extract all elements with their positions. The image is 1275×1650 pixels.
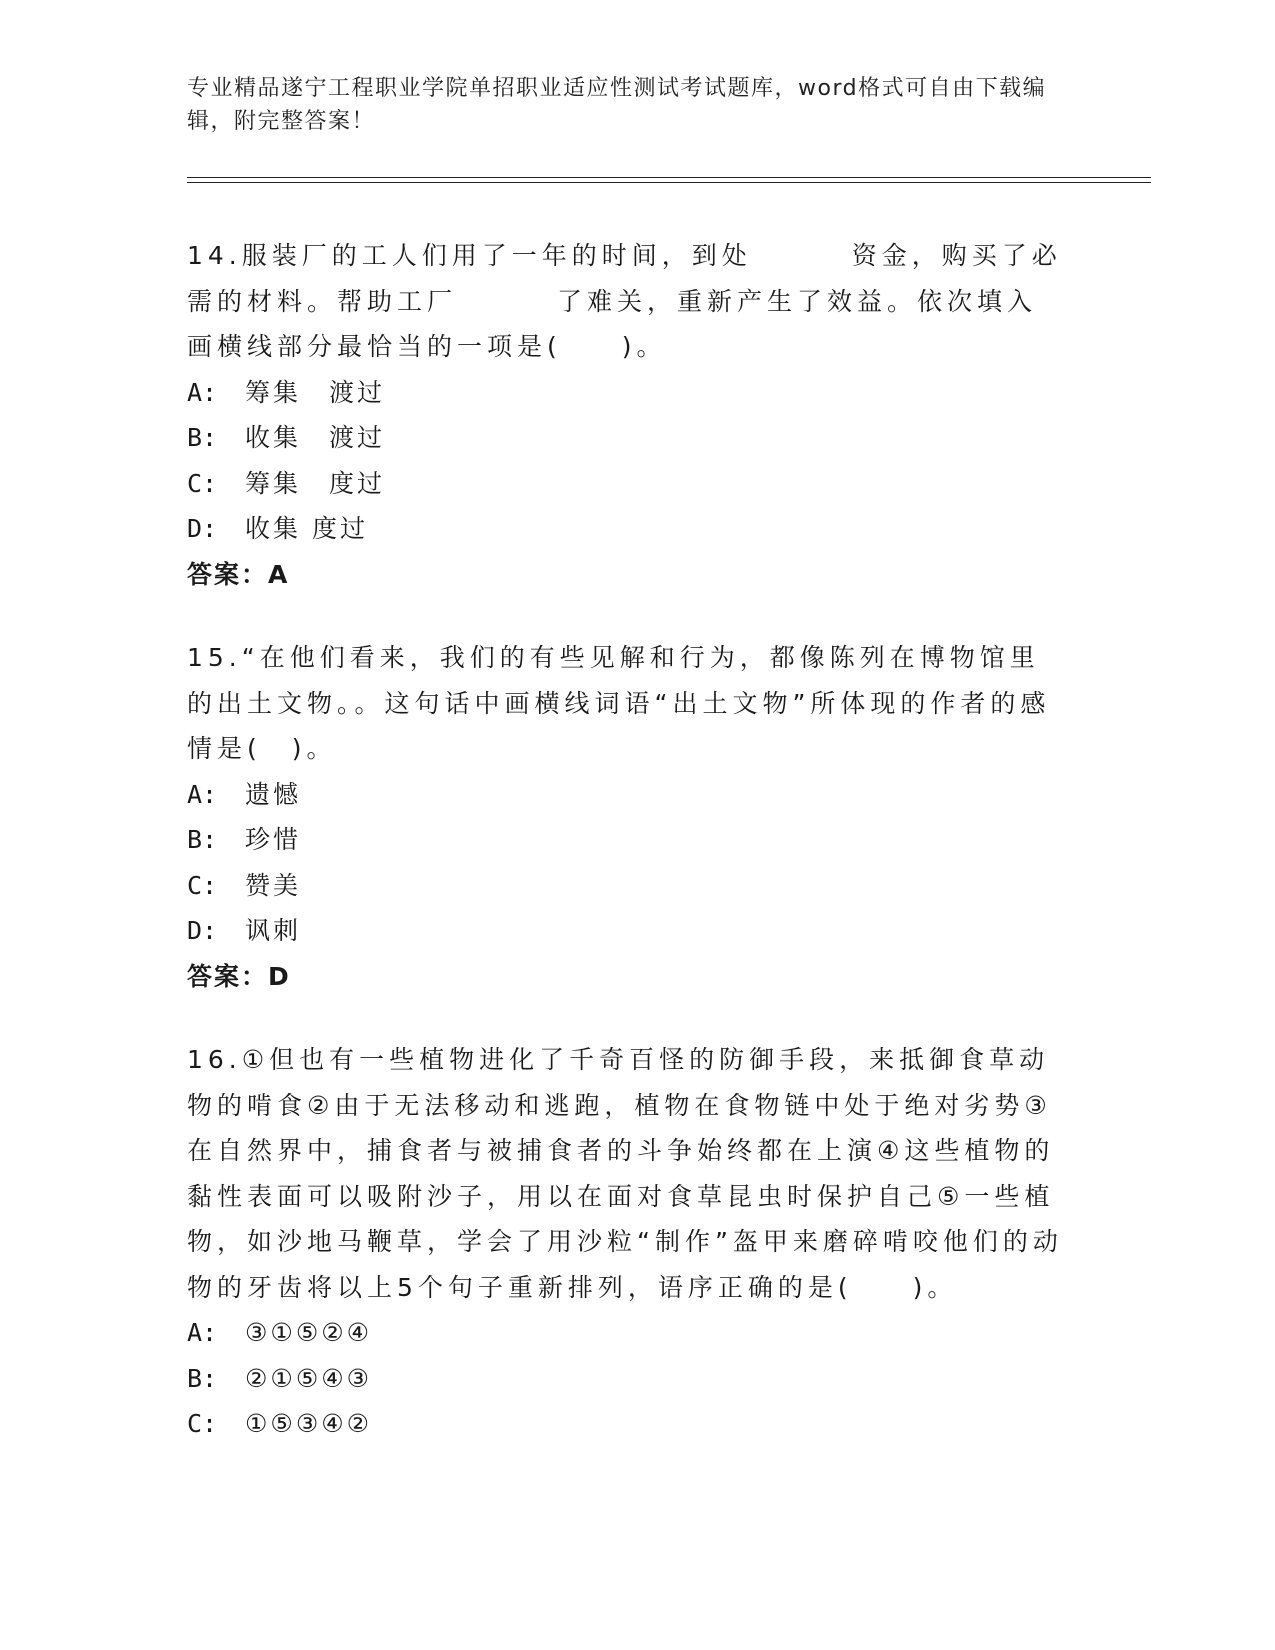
option-key: B: xyxy=(187,1363,218,1393)
question-text: ①但也有一些植物进化了千奇百怪的防御手段，来抵御食草动物的啃食②由于无法移动和逃跑，植物在食物链中处于绝对劣势③在自然界中，捕食者与被捕食者的斗争始终都在上演④这些植物的黏性表面可以吸附沙子，用以在面对食草昆虫时保护自己⑤一些植物，如沙地马鞭草，学会了用沙粒“制作”盔甲来磨碎啃咬他们的动物的牙齿将以上5个句子重新排列，语序正确的是( )。 xyxy=(187,1045,1063,1302)
option-key: C: xyxy=(187,870,218,900)
option-c xyxy=(187,461,1087,507)
header-divider-top xyxy=(187,177,1151,178)
option-text: 遗憾 xyxy=(245,779,302,809)
question-number: 15. xyxy=(187,643,242,672)
option-a xyxy=(187,772,1087,818)
question-stem xyxy=(187,233,1067,370)
option-text: ②①⑤④③ xyxy=(245,1363,373,1393)
option-d xyxy=(187,908,1087,954)
option-text: ①⑤③④② xyxy=(245,1409,373,1438)
document-header: 专业精品遂宁工程职业学院单招职业适应性测试考试题库，word格式可自由下载编辑，附完整答案！ xyxy=(187,76,1047,134)
question-16 xyxy=(187,1037,1087,1447)
option-key: B: xyxy=(187,423,218,452)
question-stem xyxy=(187,635,1067,772)
question-text-part3: 了难关，重新产生了效益。依次填入画横线部分最恰当的一项是( )。 xyxy=(187,286,1038,361)
question-14 xyxy=(187,233,1087,597)
option-key: C: xyxy=(187,468,218,498)
option-a xyxy=(187,1310,1087,1356)
option-text: ③①⑤②④ xyxy=(245,1318,373,1347)
option-key: D: xyxy=(187,916,218,945)
option-text: 筹集 度过 xyxy=(245,468,386,498)
option-c xyxy=(187,863,1087,909)
question-text: “在他们看来，我们的有些见解和行为，都像陈列在博物馆里的出土文物。。这句话中画横线词语“出土文物”所体现的作者的感情是( )。 xyxy=(187,643,1051,763)
option-key: D: xyxy=(187,514,218,543)
question-number: 14. xyxy=(187,241,242,270)
header-divider-bottom xyxy=(187,182,1151,183)
option-text: 珍惜 xyxy=(245,825,302,854)
option-key: B: xyxy=(187,825,218,854)
option-b xyxy=(187,1356,1087,1402)
option-c xyxy=(187,1401,1087,1447)
answer-line: 答案：A xyxy=(187,559,290,589)
option-key: A: xyxy=(187,377,218,407)
option-key: A: xyxy=(187,1318,218,1347)
question-list xyxy=(187,233,1087,1485)
option-key: C: xyxy=(187,1409,218,1438)
question-stem xyxy=(187,1037,1067,1310)
option-d xyxy=(187,506,1087,552)
option-b xyxy=(187,817,1087,863)
option-text: 讽刺 xyxy=(245,916,302,945)
answer-line: 答案：D xyxy=(187,961,291,991)
option-text: 收集 渡过 xyxy=(245,423,386,452)
option-key: A: xyxy=(187,779,218,809)
option-a xyxy=(187,370,1087,416)
option-text: 赞美 xyxy=(245,870,302,900)
question-text-part1: 服装厂的工人们用了一年的时间，到处 xyxy=(241,241,752,270)
option-text: 筹集 渡过 xyxy=(245,377,386,407)
option-text: 收集 度过 xyxy=(245,514,368,543)
question-15 xyxy=(187,635,1087,999)
question-number: 16. xyxy=(187,1045,242,1074)
option-b xyxy=(187,415,1087,461)
question-text-part2: 资金，购买了必需的材料。帮助工厂 xyxy=(187,241,1062,316)
